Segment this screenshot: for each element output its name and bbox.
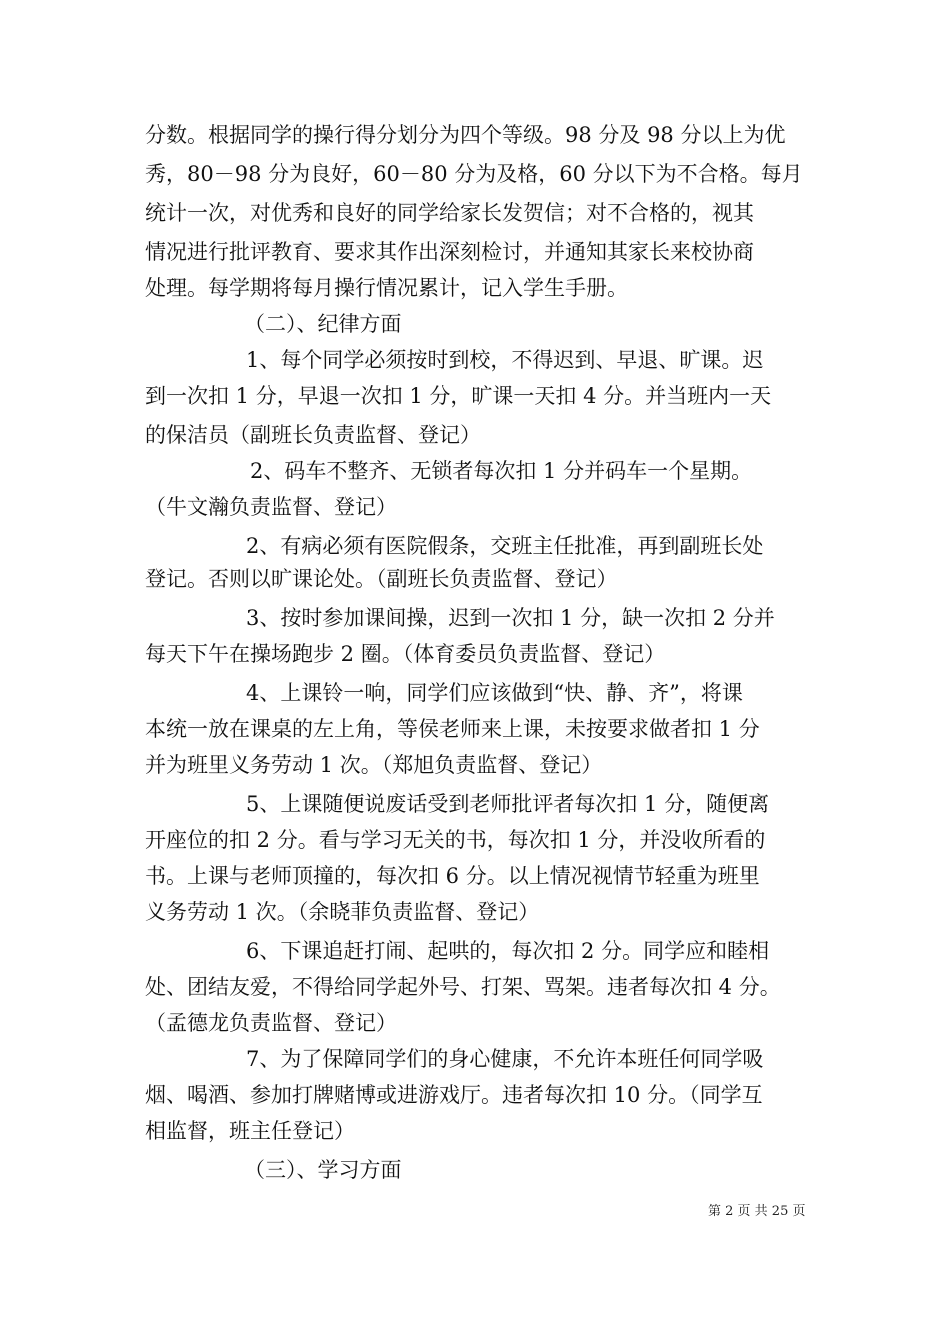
text-line: 义务劳动 1 次。（余晓菲负责监督、登记） xyxy=(145,900,540,924)
text-line: 本统一放在课桌的左上角，等侯老师来上课，未按要求做者扣 1 分 xyxy=(145,717,760,741)
text-line: 情况进行批评教育、要求其作出深刻检讨，并通知其家长来校协商 xyxy=(145,240,754,264)
section-heading: （三）、学习方面 xyxy=(244,1158,402,1182)
text-line: 1、每个同学必须按时到校，不得迟到、早退、旷课。迟 xyxy=(246,348,764,372)
text-line: 并为班里义务劳动 1 次。（郑旭负责监督、登记） xyxy=(145,753,603,777)
page-number: 第 2 页 共 25 页 xyxy=(708,1204,806,1219)
text-line: 开座位的扣 2 分。看与学习无关的书，每次扣 1 分，并没收所看的 xyxy=(145,828,766,852)
text-line: 处理。每学期将每月操行情况累计，记入学生手册。 xyxy=(145,276,628,300)
text-line: （孟德龙负责监督、登记） xyxy=(145,1011,397,1035)
text-line: 每天下午在操场跑步 2 圈。（体育委员负责监督、登记） xyxy=(145,642,666,666)
text-line: 5、上课随便说废话受到老师批评者每次扣 1 分，随便离 xyxy=(246,792,770,816)
text-line: 相监督，班主任登记） xyxy=(145,1119,355,1143)
text-line: 处、团结友爱，不得给同学起外号、打架、骂架。违者每次扣 4 分。 xyxy=(145,975,781,999)
text-line: 到一次扣 1 分，早退一次扣 1 分，旷课一天扣 4 分。并当班内一天 xyxy=(145,384,772,408)
text-line: 6、下课追赶打闹、起哄的，每次扣 2 分。同学应和睦相 xyxy=(246,939,770,963)
text-line: 2、码车不整齐、无锁者每次扣 1 分并码车一个星期。 xyxy=(250,459,753,483)
text-line: 烟、喝酒、参加打牌赌博或进游戏厅。违者每次扣 10 分。（同学互 xyxy=(145,1083,763,1107)
text-line: 登记。否则以旷课论处。（副班长负责监督、登记） xyxy=(145,567,618,591)
section-heading: （二）、纪律方面 xyxy=(244,312,402,336)
text-line: 秀，80－98 分为良好，60－80 分为及格，60 分以下为不合格。每月 xyxy=(145,162,803,186)
text-line: 的保洁员（副班长负责监督、登记） xyxy=(145,423,481,447)
text-line: 4、上课铃一响，同学们应该做到“快、静、齐”，将课 xyxy=(246,681,743,705)
text-line: 7、为了保障同学们的身心健康，不允许本班任何同学吸 xyxy=(246,1047,764,1071)
text-line: 统计一次，对优秀和良好的同学给家长发贺信；对不合格的，视其 xyxy=(145,201,754,225)
text-line: 3、按时参加课间操，迟到一次扣 1 分，缺一次扣 2 分并 xyxy=(246,606,775,630)
text-line: 分数。根据同学的操行得分划分为四个等级。98 分及 98 分以上为优 xyxy=(145,123,786,147)
text-line: 2、有病必须有医院假条，交班主任批准，再到副班长处 xyxy=(246,534,764,558)
text-line: （牛文瀚负责监督、登记） xyxy=(145,495,397,519)
text-line: 书。上课与老师顶撞的，每次扣 6 分。以上情况视情节轻重为班里 xyxy=(145,864,760,888)
